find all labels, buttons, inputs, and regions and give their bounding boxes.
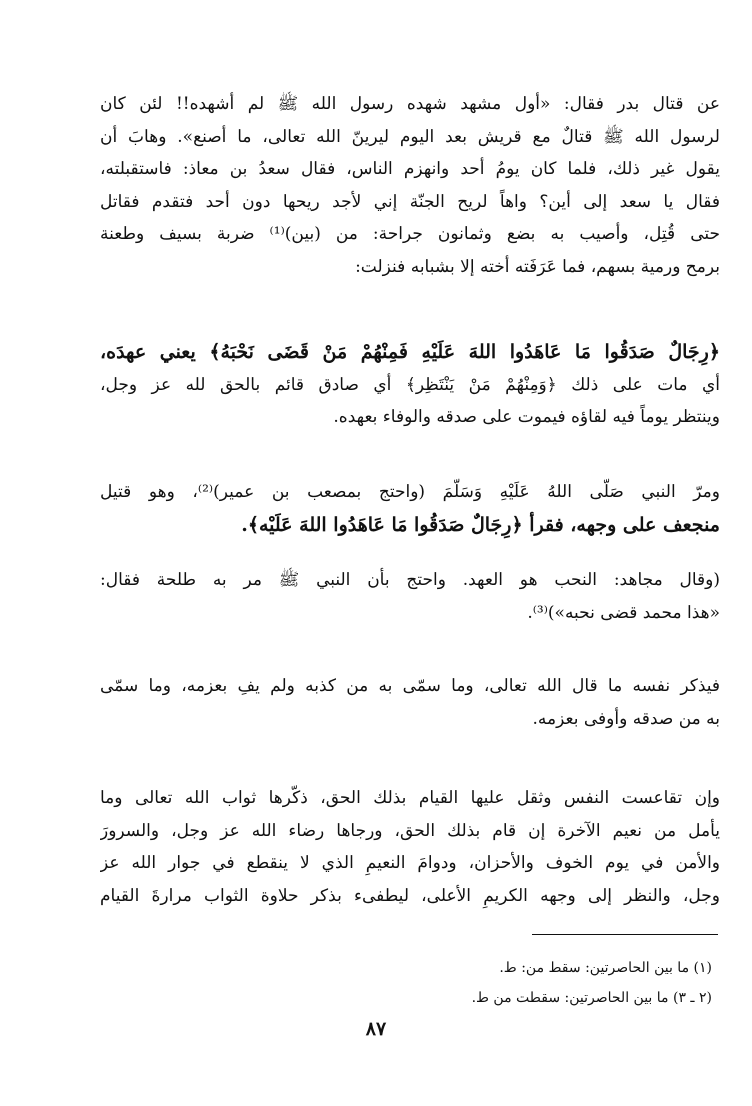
text-line: عن قتال بدر فقال: «أول مشهد شهده رسول الله ﷺ لم أشهده!! لئن كان [100, 94, 720, 114]
page-number: ٨٧ [365, 1018, 387, 1040]
text-line: يأمل من نعيم الآخرة إن قام بذلك الحق، ورجاها رضاء الله عز وجل، والسرورَ [100, 820, 720, 841]
text-line: فقال يا سعد إلى أين؟ واهاً لريح الجنّة إني لأجد ريحها دون أحد فتقدم فقاتل [100, 191, 720, 212]
text-line: يقول غير ذلك، فلما كان يومُ أحد وانهزم الناس، فقال سعدُ بن معاذ: فاستقبلته، [100, 159, 720, 179]
text-line: به من صدقه وأوفى بعزمه. [532, 708, 720, 729]
paragraph-5 [100, 670, 720, 735]
footnote-divider [532, 934, 718, 935]
paragraph-3 [100, 476, 720, 541]
text-line: وإن تقاعست النفس وثقل عليها القيام بذلك الحق، ذكّرها ثواب الله تعالى وما [100, 788, 720, 808]
text-line: ومرّ النبي صَلّى اللهُ عَلَيْهِ وَسَلّمَ (واحتج بمصعب بن عمير)⁽²⁾، وهو قتيل [100, 482, 720, 502]
paragraph-6 [100, 782, 720, 912]
text-line: (وقال مجاهد: النحب هو العهد. واحتج بأن النبي ﷺ مر به طلحة فقال: [100, 570, 720, 590]
paragraph-4 [100, 564, 720, 629]
text-line: أي مات على ذلك ﴿وَمِنْهُمْ مَنْ يَنْتَظِر﴾ أي صادق قائم بالحق لله عز وجل، [100, 374, 720, 395]
footnote-2: (٢ ـ ٣) ما بين الحاصرتين: سقطت من ط. [471, 990, 712, 1006]
paragraph-1 [100, 88, 720, 283]
text-line: «هذا محمد قضى نحبه»)⁽³⁾. [527, 602, 720, 623]
text-line: برمح ورمية بسهم، فما عَرَفَته أخته إلا بشبابه فنزلت: [355, 256, 720, 277]
paragraph-2 [100, 336, 720, 434]
quran-verse-line: ﴿رِجَالٌ صَدَقُوا مَا عَاهَدُوا اللهَ عَلَيْهِ فَمِنْهُمْ مَنْ قَضَى نَحْبَهُ﴾ يعني عهدَه، [100, 341, 720, 363]
text-line: وجل، والنظر إلى وجهه الكريمِ الأعلى، ليطفىء بذكر حلاوة الثواب مرارةَ القيام [100, 885, 720, 906]
text-line: حتى قُتِل، وأصيب به بضع وثمانون جراحة: من (بين)⁽¹⁾ ضربة بسيف وطعنة [100, 224, 720, 244]
quran-verse-line: منجعف على وجهه، فقرأ ﴿رِجَالٌ صَدَقُوا مَا عَاهَدُوا اللهَ عَلَيْه﴾. [241, 513, 720, 536]
footnote-1: (١) ما بين الحاصرتين: سقط من: ط. [499, 960, 712, 976]
text-line: وينتظر يوماً فيه لقاؤه فيموت على صدقه والوفاء بعهده. [333, 407, 720, 427]
text-line: فيذكر نفسه ما قال الله تعالى، وما سمّى به من كذبه ولم يفِ بعزمه، وما سمّى [100, 676, 720, 696]
text-line: لرسول الله ﷺ قتالٌ مع قريش بعد اليوم ليرينّ الله تعالى، ما أصنع». وهابَ أن [100, 126, 720, 147]
text-line: والأمن في يوم الخوف والأحزان، ودوامَ النعيمِ الذي لا ينقطع في جوار الله عز [100, 853, 720, 873]
